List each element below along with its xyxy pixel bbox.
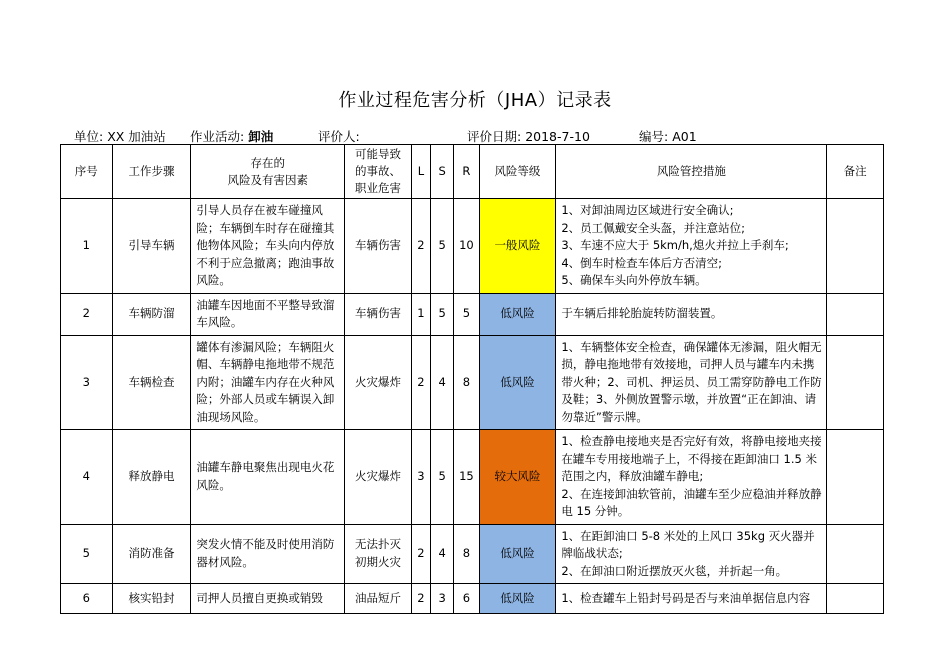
table-row <box>61 524 884 584</box>
cell-step: 核实铅封 <box>112 584 191 614</box>
risk-level-badge: 低风险 <box>479 584 556 614</box>
cell-remark <box>827 335 884 430</box>
cell-hazard: 突发火情不能及时使用消防器材风险。 <box>191 524 345 584</box>
measure-item: 于车辆后排轮胎旋转防溜装置。 <box>561 306 723 321</box>
table-row <box>61 430 884 525</box>
measure-item: 4、倒车时检查车体后方否清空; <box>561 255 723 270</box>
cell-remark <box>827 199 884 294</box>
evaluator-field <box>318 127 360 145</box>
cell-hazard: 司押人员擅自更换或销毁 <box>191 584 345 614</box>
cell-remark <box>827 584 884 614</box>
header-remark: 备注 <box>827 145 884 199</box>
header-accident-line1: 可能导致 <box>354 147 401 161</box>
risk-level-badge: 较大风险 <box>479 430 556 525</box>
header-hazard <box>191 145 345 199</box>
table-row <box>61 293 884 335</box>
header-s: S <box>431 145 454 199</box>
cell-step: 引导车辆 <box>112 199 191 294</box>
cell-measures <box>556 524 827 584</box>
cell-hazard: 油罐车静电聚焦出现电火花风险。 <box>191 430 345 525</box>
cell-s: 5 <box>431 430 454 525</box>
activity-label: 作业活动: <box>190 129 245 144</box>
header-accident-line2: 的事故、 <box>354 164 401 178</box>
cell-no: 1 <box>61 199 113 294</box>
measure-item: 1、对卸油周边区域进行安全确认; <box>561 203 734 217</box>
cell-measures <box>556 430 827 525</box>
measure-item: 1、检查静电接地夹是否完好有效，将静电接地夹接在罐车专用接地端子上，不得接在距卸油口 1.5 米范围之内，释放油罐车静电; <box>561 434 822 483</box>
cell-r: 5 <box>454 293 479 335</box>
cell-remark <box>827 524 884 584</box>
cell-accident: 火灾爆炸 <box>345 430 412 525</box>
cell-l: 2 <box>411 524 430 584</box>
cell-s: 4 <box>431 335 454 430</box>
cell-hazard: 罐体有渗漏风险；车辆阻火帽、车辆静电拖地带不规范内附；油罐车内存在火种风险；外部人员或车辆误入卸油现场风险。 <box>191 335 345 430</box>
accident-line: 初期火灾 <box>354 554 401 569</box>
measure-item: 1、车辆整体安全检查，确保罐体无渗漏，阻火帽无损，静电拖地带有效接地，司押人员与罐车内未携带火种；2、司机、押运员、员工需穿防静电工作防及鞋；3、外侧放置警示墩，并放置“正在卸油、请勿靠近”警示牌。 <box>561 339 822 424</box>
cell-remark <box>827 430 884 525</box>
date-label: 评价日期: <box>467 129 522 144</box>
cell-accident: 车辆伤害 <box>345 199 412 294</box>
code-label: 编号: <box>639 129 669 144</box>
date-field <box>467 127 590 145</box>
cell-s: 4 <box>431 524 454 584</box>
header-measures: 风险管控措施 <box>556 145 827 199</box>
cell-accident: 油品短斤 <box>345 584 412 614</box>
cell-s: 5 <box>431 293 454 335</box>
unit-label: 单位: <box>74 129 104 144</box>
cell-s: 5 <box>431 199 454 294</box>
cell-no: 2 <box>61 293 113 335</box>
table-row <box>61 199 884 294</box>
unit-value: XX 加油站 <box>107 129 166 144</box>
risk-level-badge: 低风险 <box>479 524 556 584</box>
measure-item: 5、确保车头向外停放车辆。 <box>561 273 707 287</box>
cell-r: 10 <box>454 199 479 294</box>
code-field <box>639 127 697 145</box>
cell-no: 5 <box>61 524 113 584</box>
cell-measures <box>556 335 827 430</box>
cell-accident: 车辆伤害 <box>345 293 412 335</box>
header-no: 序号 <box>61 145 113 199</box>
cell-l: 3 <box>411 430 430 525</box>
cell-step: 释放静电 <box>112 430 191 525</box>
code-value: A01 <box>672 129 697 144</box>
cell-measures <box>556 293 827 335</box>
page-title: 作业过程危害分析（JHA）记录表 <box>338 90 612 111</box>
cell-l: 2 <box>411 199 430 294</box>
header-step: 工作步骤 <box>112 145 191 199</box>
cell-hazard: 油罐车因地面不平整导致溜车风险。 <box>191 293 345 335</box>
table-row <box>61 335 884 430</box>
risk-level-badge: 低风险 <box>479 335 556 430</box>
cell-l: 2 <box>411 584 430 614</box>
header-level: 风险等级 <box>479 145 556 199</box>
cell-s: 3 <box>431 584 454 614</box>
header-accident-line3: 职业危害 <box>354 181 401 195</box>
cell-measures <box>556 584 827 614</box>
cell-no: 3 <box>61 335 113 430</box>
jha-table <box>60 144 884 614</box>
measure-item: 2、在连接卸油软管前，油罐车至少应稳油并释放静电 15 分钟。 <box>561 486 822 518</box>
risk-level-badge: 一般风险 <box>479 199 556 294</box>
cell-step: 消防准备 <box>112 524 191 584</box>
header-l: L <box>411 145 430 199</box>
header-hazard-line1: 存在的 <box>250 155 285 170</box>
cell-step: 车辆检查 <box>112 335 191 430</box>
table-row <box>61 584 884 614</box>
cell-r: 8 <box>454 524 479 584</box>
measure-item: 2、员工佩戴安全头盔，并注意站位; <box>561 220 746 235</box>
cell-remark <box>827 293 884 335</box>
cell-r: 15 <box>454 430 479 525</box>
date-value: 2018-7-10 <box>525 129 590 144</box>
cell-r: 6 <box>454 584 479 614</box>
activity-field <box>190 127 273 145</box>
cell-hazard: 引导人员存在被车碰撞风险；车辆倒车时存在碰撞其他物体风险；车头向内停放不利于应急撤离；跑油事故风险。 <box>191 199 345 294</box>
cell-r: 8 <box>454 335 479 430</box>
cell-no: 6 <box>61 584 113 614</box>
cell-step: 车辆防溜 <box>112 293 191 335</box>
cell-accident: 火灾爆炸 <box>345 335 412 430</box>
cell-l: 2 <box>411 335 430 430</box>
header-hazard-line2: 风险及有害因素 <box>227 172 308 187</box>
evaluator-label: 评价人: <box>318 129 360 144</box>
header-accident <box>345 145 412 199</box>
measure-item: 2、在卸油口附近摆放灭火毯，并折起一角。 <box>561 563 788 578</box>
cell-measures <box>556 199 827 294</box>
measure-item: 3、车速不应大于 5km/h,熄火并拉上手刹车; <box>561 238 789 252</box>
cell-l: 1 <box>411 293 430 335</box>
measure-item: 1、在距卸油口 5-8 米处的上风口 35kg 灭火器并牌临战状态; <box>561 528 815 560</box>
risk-level-badge: 低风险 <box>479 293 556 335</box>
header-row <box>61 145 884 199</box>
measure-item: 1、检查罐车上铅封号码是否与来油单据信息内容 <box>561 590 811 605</box>
cell-no: 4 <box>61 430 113 525</box>
cell-accident <box>345 524 412 584</box>
unit-field <box>74 127 166 145</box>
accident-line: 无法扑灭 <box>354 537 401 552</box>
activity-value: 卸油 <box>248 129 274 144</box>
header-r: R <box>454 145 479 199</box>
